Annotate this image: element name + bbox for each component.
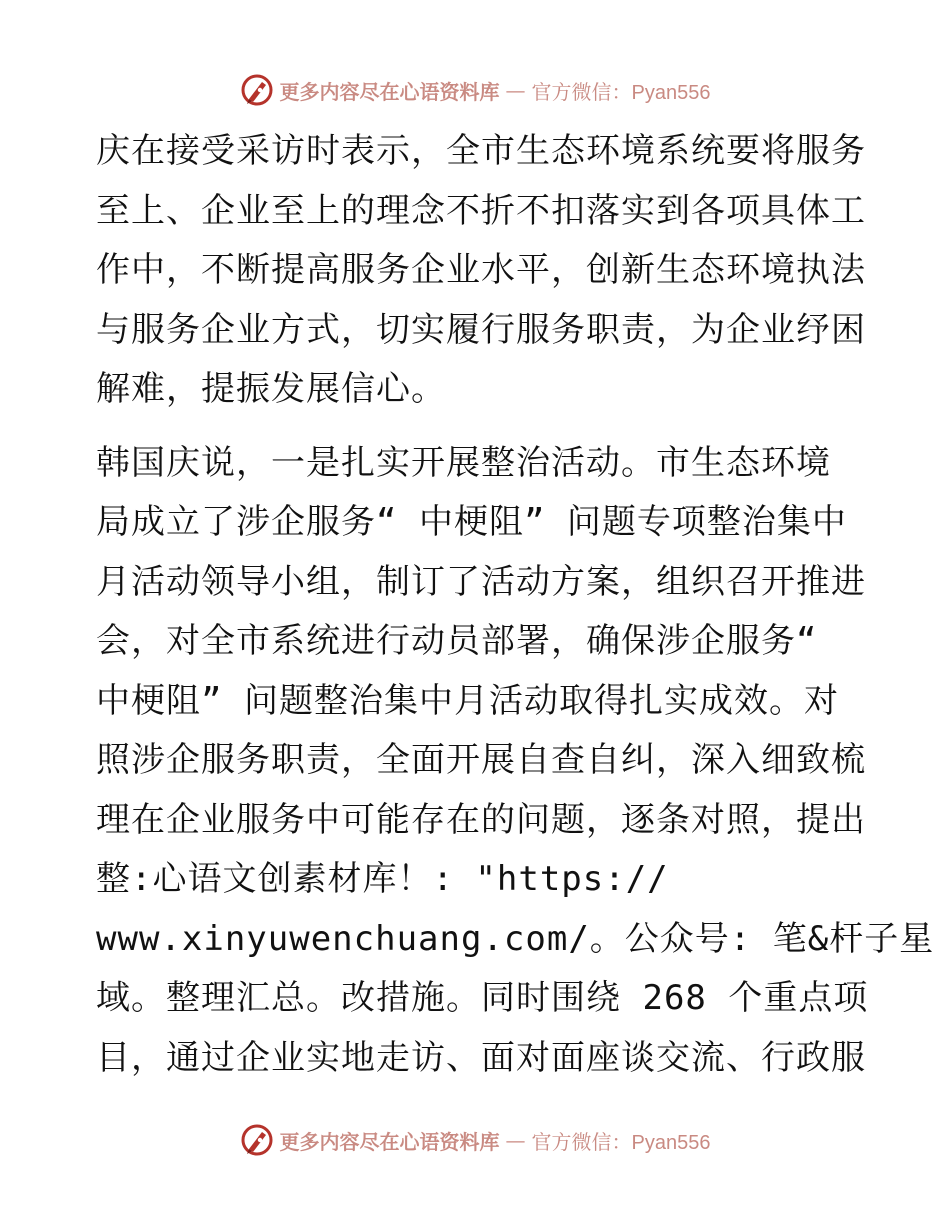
text-line: 韩国庆说，一是扎实开展整治活动。市生态环境 — [96, 442, 831, 483]
paragraph-1 — [96, 122, 866, 420]
text-line: 中梗阻” 问题整治集中月活动取得扎实成效。对 — [96, 680, 839, 721]
pen-logo-icon — [240, 1123, 274, 1157]
banner-title: 更多内容尽在心语资料库 — [279, 1129, 500, 1154]
text-line: 解难，提振发展信心。 — [96, 369, 446, 409]
text-line: 作中，不断提高服务企业水平，创新生态环境执法 — [96, 250, 866, 290]
text-line: 会，对全市系统进行动员部署，确保涉企服务“ — [96, 621, 818, 661]
text-line: www.xinyuwenchuang.com/。公众号: 笔&杆子星 — [96, 918, 935, 959]
text-line: 局成立了涉企服务“ 中梗阻” 问题专项整治集中 — [96, 502, 847, 542]
banner-separator: — — [505, 1128, 526, 1152]
text-line: 整:心语文创素材库！: "https:// — [96, 859, 669, 899]
text-line: 至上、企业至上的理念不折不扣落实到各项具体工 — [96, 190, 866, 231]
document-body — [96, 122, 935, 1088]
banner-wechat: 官方微信：Pyan556 — [531, 81, 711, 104]
footer-banner — [0, 1120, 950, 1160]
paragraph-2 — [96, 434, 935, 1089]
text-line: 庆在接受采访时表示，全市生态环境系统要将服务 — [96, 131, 866, 171]
header-banner — [0, 70, 950, 110]
text-line: 域。整理汇总。改措施。同时围绕 268 个重点项 — [96, 978, 869, 1018]
banner-title: 更多内容尽在心语资料库 — [279, 79, 500, 104]
text-line: 照涉企服务职责，全面开展自查自纠，深入细致梳 — [96, 740, 866, 780]
banner-separator: — — [505, 78, 526, 102]
pen-logo-icon — [240, 73, 274, 107]
text-line: 目，通过企业实地走访、面对面座谈交流、行政服 — [96, 1037, 866, 1078]
text-line: 与服务企业方式，切实履行服务职责，为企业纾困 — [96, 309, 866, 350]
text-line: 理在企业服务中可能存在的问题，逐条对照，提出 — [96, 799, 866, 840]
banner-wechat: 官方微信：Pyan556 — [531, 1131, 711, 1154]
text-line: 月活动领导小组，制订了活动方案，组织召开推进 — [96, 561, 866, 602]
